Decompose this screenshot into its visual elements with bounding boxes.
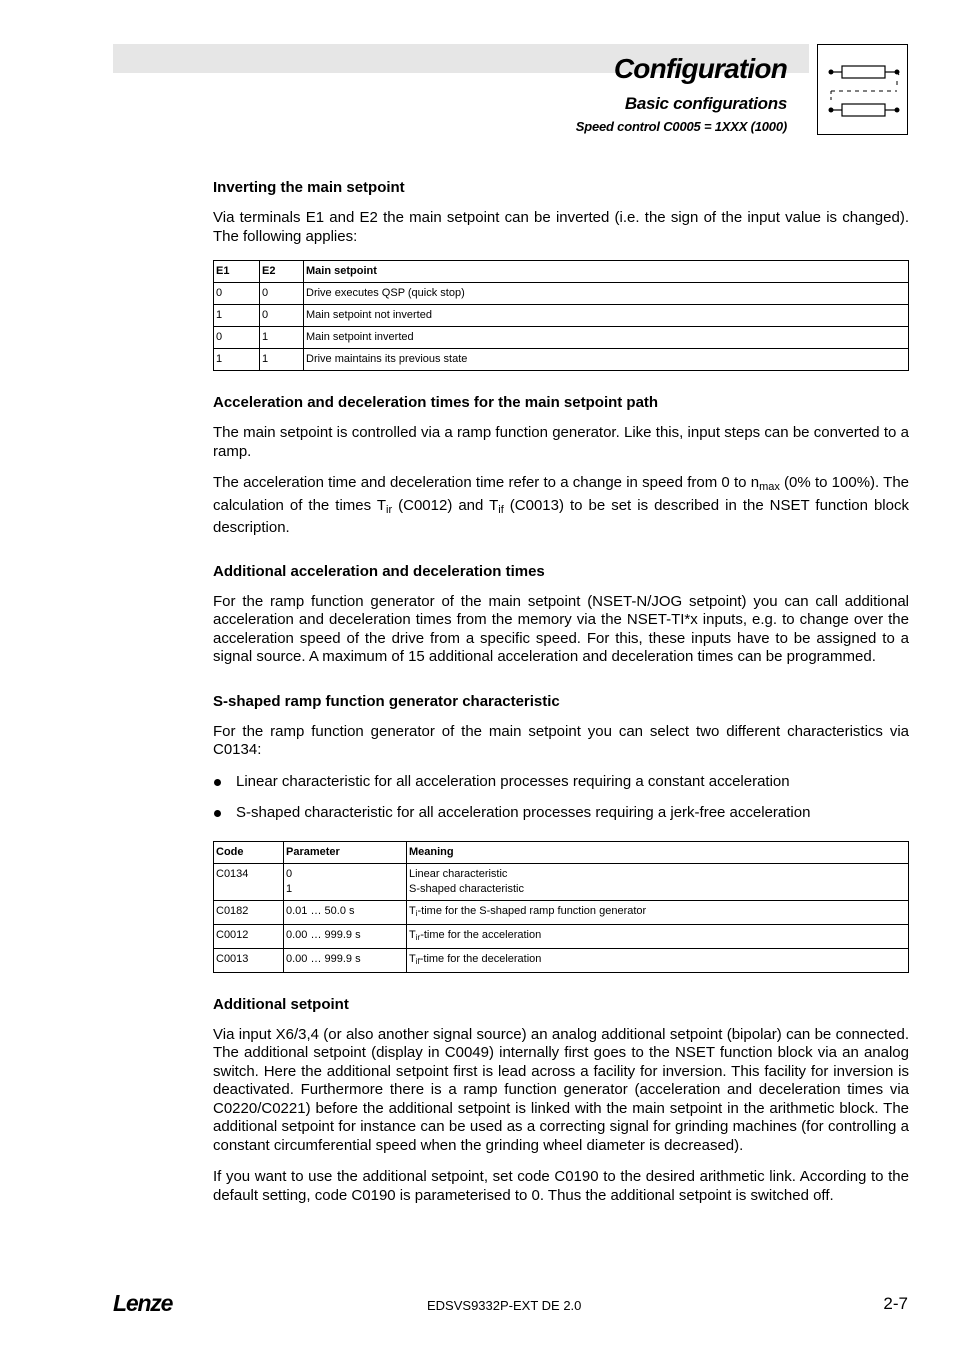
table-cell: 0 1 [284,863,407,900]
table-header: E1 [214,261,260,283]
table-cell: 0.01 … 50.0 s [284,900,407,924]
configuration-diagram-icon [817,44,908,135]
document-id: EDSVS9332P-EXT DE 2.0 [427,1298,582,1313]
additional-setpoint-heading: Additional setpoint [213,995,349,1013]
table-cell: C0182 [214,900,284,924]
accel-paragraph-1: The main setpoint is controlled via a ramp function generator. Like this, input steps can be converted to a ramp. [213,424,909,460]
table-row [214,900,909,924]
table-cell: 0 [260,283,304,305]
subsection-title: Speed control C0005 = 1XXX (1000) [575,119,787,134]
table-header-row [214,261,909,283]
table-cell: Drive maintains its previous state [304,349,909,371]
additional-setpoint-paragraph-2: If you want to use the additional setpoint, set code C0190 to the desired arithmetic link. According to the default setting, code C0190 is parameterised to 0. Thus the additional setpoint is switched off. [213,1168,909,1204]
table-row [214,327,909,349]
s-shaped-paragraph: For the ramp function generator of the main setpoint you can select two different characteristics via C0134: [213,722,909,758]
table-cell: Main setpoint not inverted [304,305,909,327]
table-row [214,305,909,327]
additional-setpoint-paragraph-1: Via input X6/3,4 (or also another signal source) an analog additional setpoint (bipolar) can be connected. The additional setpoint (display in C0049) internally first goes to the NSET function block via an analog switch. Here the additional setpoint first is lead across a facility for inversion. This facility for inversion is deactivated. Furthermore there is a ramp function generator (acceleration and deceleration times via C0220/C0221) before the additional setpoint is linked with the main setpoint in the arithmetic block. The additional setpoint for instance can be used as a correcting signal for grinding machines (for controlling a constant circumferential speed when the grinding wheel diameter is decreased). [213,1025,909,1154]
table-cell: 0.00 … 999.9 s [284,924,407,948]
list-item: Linear characteristic for all acceleration processes requiring a constant acceleration [213,773,909,792]
additional-times-paragraph: For the ramp function generator of the main setpoint (NSET-N/JOG setpoint) you can call additional acceleration and deceleration times from the memory via the NSET-TI*x inputs, e.g. to change over the acceleration speed of the drive from a specific speed. For this, these inputs have to be assigned to a signal source. A maximum of 15 additional acceleration and deceleration times can be programmed. [213,592,909,665]
table-header: Meaning [407,841,909,863]
code-table [213,841,909,973]
table-row [214,924,909,948]
table-cell: 1 [260,349,304,371]
table-cell: Ti-time for the S-shaped ramp function generator [407,900,909,924]
s-shaped-heading: S-shaped ramp function generator characteristic [213,692,560,710]
table-cell: 0 [260,305,304,327]
list-item: S-shaped characteristic for all acceleration processes requiring a jerk-free acceleration [213,804,909,823]
table-cell: 1 [260,327,304,349]
section-title: Basic configurations [624,94,787,113]
characteristic-list [213,773,909,823]
table-cell: C0013 [214,948,284,972]
table-cell: Tif-time for the deceleration [407,948,909,972]
lenze-logo: Lenze [113,1290,173,1316]
table-cell: 0 [214,327,260,349]
additional-times-heading: Additional acceleration and deceleration times [213,562,545,580]
table-cell: Main setpoint inverted [304,327,909,349]
table-cell: 1 [214,305,260,327]
table-cell: Tir-time for the acceleration [407,924,909,948]
table-header: E2 [260,261,304,283]
bullet-icon [214,779,221,786]
bullet-icon [214,810,221,817]
chapter-title: Configuration [613,53,787,84]
table-header: Code [214,841,284,863]
inverting-heading: Inverting the main setpoint [213,179,405,196]
table-cell: 1 [214,349,260,371]
table-cell: 0 [214,283,260,305]
table-header: Main setpoint [304,261,909,283]
accel-paragraph-2: The acceleration time and deceleration time refer to a change in speed from 0 to $n_{max}$ (0% to 100%). The calculation of the times $T_{ir}$ (C0012) and $T_{if}$ (C0013) to be set is described in the NSET function block description. [213,474,909,536]
table-row [214,349,909,371]
page-number: 2-7 [883,1294,908,1313]
table-cell: Drive executes QSP (quick stop) [304,283,909,305]
table-cell: Linear characteristic S-shaped characteristic [407,863,909,900]
table-header-row [214,841,909,863]
inverting-table [213,260,909,371]
page-content [213,178,909,1218]
table-row [214,283,909,305]
inverting-paragraph: Via terminals E1 and E2 the main setpoint can be inverted (i.e. the sign of the input value is changed). The following applies: [213,209,909,245]
table-row [214,948,909,972]
table-cell: 0.00 … 999.9 s [284,948,407,972]
table-header: Parameter [284,841,407,863]
table-cell: C0134 [214,863,284,900]
table-cell: C0012 [214,924,284,948]
accel-heading: Acceleration and deceleration times for the main setpoint path [213,394,659,411]
table-row [214,863,909,900]
